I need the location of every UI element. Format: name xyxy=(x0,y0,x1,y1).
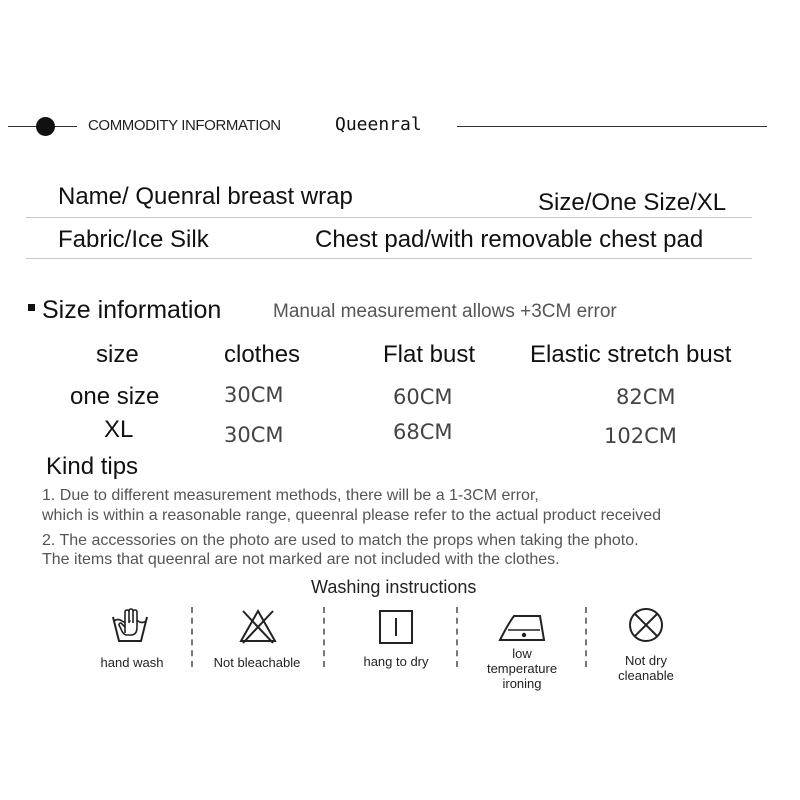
size-info-note: Manual measurement allows +3CM error xyxy=(273,301,617,322)
tip-line: 2. The accessories on the photo are used to match the props when taking the photo. xyxy=(42,532,639,549)
table-cell: 102CM xyxy=(604,424,677,448)
wash-label xyxy=(596,653,696,683)
clothes-header: clothes xyxy=(224,341,301,368)
row-label-one-size: one size xyxy=(70,383,160,410)
info-divider-1 xyxy=(26,217,752,218)
wash-label xyxy=(472,646,572,691)
low-temp-iron-icon xyxy=(496,606,548,646)
header-line-mid xyxy=(55,126,77,127)
product-fabric: Fabric/Ice Silk xyxy=(58,226,209,253)
table-cell: 60CM xyxy=(393,385,453,409)
header-dot-icon xyxy=(36,117,55,136)
row-label-xl: XL xyxy=(104,416,134,443)
product-size: Size/One Size/XL xyxy=(538,189,727,216)
header-title: COMMODITY INFORMATION xyxy=(88,117,281,134)
wash-label-line: cleanable xyxy=(618,668,674,683)
info-divider-2 xyxy=(26,258,752,259)
wash-label-line: Not dry xyxy=(625,653,667,668)
kind-tips-title: Kind tips xyxy=(46,453,139,480)
header-brand: Queenral xyxy=(335,114,422,135)
product-chest-pad: Chest pad/with removable chest pad xyxy=(315,226,704,253)
flat-bust-header: Flat bust xyxy=(383,341,476,368)
wash-label: Not bleachable xyxy=(213,655,301,670)
wash-divider xyxy=(456,607,458,667)
tip-line: The items that queenral are not marked are not included with the clothes. xyxy=(42,551,560,568)
washing-title: Washing instructions xyxy=(311,577,477,597)
hang-dry-icon xyxy=(376,607,416,647)
header-line-right xyxy=(457,126,767,127)
wash-divider xyxy=(323,607,325,667)
size-info-title: Size information xyxy=(42,296,222,324)
wash-label-line: low xyxy=(512,646,532,661)
section-bullet-icon xyxy=(28,304,35,311)
table-cell: 30CM xyxy=(224,383,284,407)
size-header: size xyxy=(96,341,139,368)
header-line-left xyxy=(8,126,36,127)
wash-label: hang to dry xyxy=(363,654,429,669)
hand-wash-icon xyxy=(110,607,150,647)
no-bleach-icon xyxy=(238,607,278,647)
wash-divider xyxy=(585,607,587,667)
no-dry-clean-icon xyxy=(626,605,666,645)
wash-divider xyxy=(191,607,193,667)
wash-label-line: ironing xyxy=(502,676,542,691)
tip-line: 1. Due to different measurement methods, there will be a 1-3CM error, xyxy=(42,487,539,504)
wash-label-line: temperature xyxy=(486,661,558,676)
tip-line: which is within a reasonable range, queenral please refer to the actual product received xyxy=(42,507,662,524)
wash-label: hand wash xyxy=(100,655,164,670)
table-cell: 68CM xyxy=(393,420,453,444)
elastic-bust-header: Elastic stretch bust xyxy=(530,341,732,368)
product-name: Name/ Quenral breast wrap xyxy=(58,183,353,210)
table-cell: 30CM xyxy=(224,423,284,447)
table-cell: 82CM xyxy=(616,385,676,409)
